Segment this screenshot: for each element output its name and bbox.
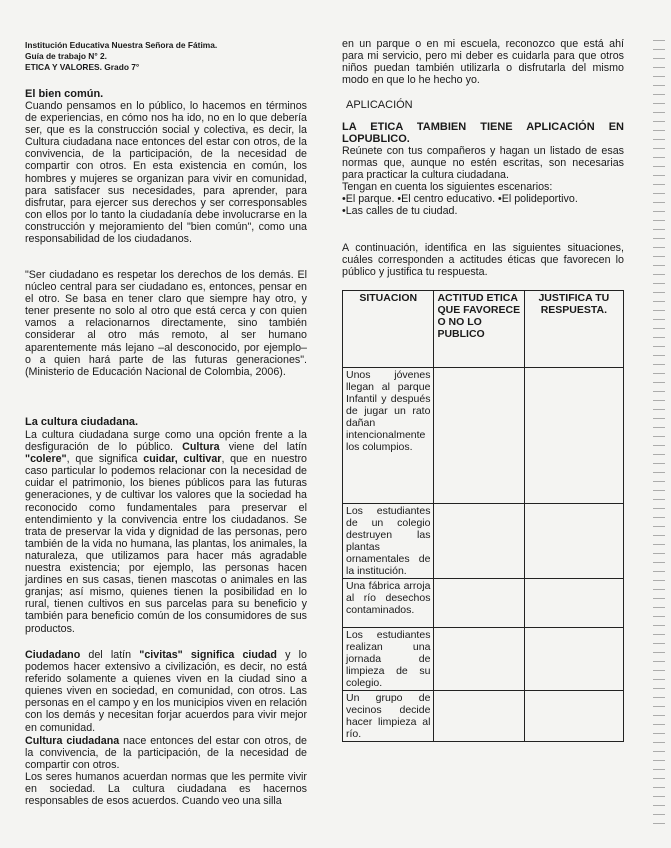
table-row bbox=[343, 504, 624, 579]
answer-cell[interactable] bbox=[434, 628, 524, 691]
situation-cell: Una fábrica arroja al río desechos contaminados. bbox=[343, 579, 434, 628]
table-row bbox=[343, 579, 624, 628]
header-situacion: SITUACION bbox=[343, 291, 434, 368]
answer-cell[interactable] bbox=[434, 368, 524, 504]
justification-cell[interactable] bbox=[524, 628, 623, 691]
justification-cell[interactable] bbox=[524, 691, 623, 742]
ciudadano-text-d: y lo podemos hacer extensivo a civilización, es decir, no está referido solamente a quienes viven en la ciudad sino a quienes viven en sociedad, en comunidad, con otros. Las personas en el campo y en los municipios viven en relación con los demás y necesitan forjar acuerdos para vivir mejor en comunidad. bbox=[25, 649, 307, 734]
continuation-paragraph: en un parque o en mi escuela, reconozco que está ahí para mi servicio, pero mi deber es cuidarla para que otros niños puedan también utilizarla o disfrutarla del mismo modo en que lo he hecho yo. bbox=[342, 38, 624, 87]
document-header bbox=[25, 40, 217, 73]
etica-title: LA ETICA TAMBIEN TIENE APLICACIÓN EN LOPUBLICO. bbox=[342, 121, 624, 145]
scan-edge-marks bbox=[653, 40, 665, 830]
table-header-row bbox=[343, 291, 624, 368]
situation-cell: Los estudiantes de un colegio destruyen las plantas ornamentales de la institución. bbox=[343, 504, 434, 579]
cultura-title: La cultura ciudadana. bbox=[25, 416, 139, 428]
ciudadano-paragraph bbox=[25, 649, 307, 734]
guide-number: Guía de trabajo N° 2. bbox=[25, 51, 107, 61]
cultura-text-c: viene del latín bbox=[219, 441, 308, 454]
bien-comun-title: El bien común. bbox=[25, 88, 104, 100]
justification-cell[interactable] bbox=[524, 504, 623, 579]
header-actitud: ACTITUD ETICA QUE FAVORECE O NO LO PUBLICO bbox=[434, 291, 524, 368]
answer-cell[interactable] bbox=[434, 579, 524, 628]
answer-cell[interactable] bbox=[434, 504, 524, 579]
cultura-ciudadana-text: nace entonces del estar con otros, de la convivencia, de la participación, de la necesidad de compartir con otros. bbox=[25, 735, 307, 772]
cultura-ciudadana-word: Cultura ciudadana bbox=[25, 735, 120, 747]
colere-word: "colere" bbox=[25, 453, 67, 466]
cultura-text-a: La cultura ciudadana surge como una opción frente a la desfiguración de lo público. bbox=[25, 429, 307, 454]
cultura-text-g: , que en nuestro caso particular lo podemos relacionar con la necesidad de cuidar el patrimonio, los bienes públicos para las futuras generaciones, y de cultivar los valores que la sociedad ha reconocido como fundamentales para preservar el entendimiento y la convivencia entre los ciudadanos. Se trata de preservar la vida y dignidad de las personas, pero también de la vida no humana, las plantas, los animales, la naturaleza, que utilizamos para hacer más agradable nuestra existencia; por ejemplo, las personas hacen jardines en sus casas, tienen mascotas o animales en las granjas; así mismo, quienes tienen la posibilidad en lo rural, tienen cultivos en sus parcelas para su beneficio y también para beneficio común de los consumidores de sus productos. bbox=[25, 453, 307, 635]
cultura-paragraph bbox=[25, 429, 307, 635]
table-instructions: A continuación, identifica en las siguientes situaciones, cuáles corresponden a actitudes éticas que favorecen lo público y justifica tu respuesta. bbox=[342, 242, 624, 279]
cultura-ciudadana-paragraph bbox=[25, 735, 307, 771]
table-row bbox=[343, 368, 624, 504]
cultura-word: Cultura bbox=[182, 441, 220, 454]
cultura-text-e: , que significa bbox=[66, 453, 144, 466]
justification-cell[interactable] bbox=[524, 579, 623, 628]
situation-cell: Un grupo de vecinos decide hacer limpieza al río. bbox=[343, 691, 434, 742]
aplicacion-heading: APLICACIÓN bbox=[346, 99, 413, 111]
table-row bbox=[343, 691, 624, 742]
situations-table bbox=[342, 290, 624, 742]
civitas-words: "civitas" significa ciudad bbox=[139, 649, 277, 661]
bien-comun-paragraph: Cuando pensamos en lo público, lo hacemos en términos de experiencias, en cómo nos ha ido, no en lo que debería ser, que es la construcción social y colectiva, es decir, la Cultura ciudadana nace entonces del estar con otros, de la convivencia, de la participación, de la necesidad de compartir con otros. En esta existencia en común, los hombres y mujeres se organizan para vivir en comunidad, para satisfacer sus necesidades, para aprender, para disfrutar, para ejercer sus derechos y ser corresponsables con ellos por lo tanto la ciudadanía debe involucrarse en la construcción y mejoramiento del "bien común", como una responsabilidad de los ciudadanos. bbox=[25, 100, 307, 246]
header-justifica: JUSTIFICA TU RESPUESTA. bbox=[524, 291, 623, 368]
escenarios-list: •El parque. •El centro educativo. •El polideportivo. bbox=[342, 193, 578, 205]
subject-grade: ETICA Y VALORES. Grado 7° bbox=[25, 62, 140, 72]
situation-cell: Los estudiantes realizan una jornada de limpieza de su colegio. bbox=[343, 628, 434, 691]
table-row bbox=[343, 628, 624, 691]
school-name: Institución Educativa Nuestra Señora de Fátima. bbox=[25, 40, 218, 50]
cuidar-cultivar-words: cuidar, cultivar bbox=[143, 453, 222, 466]
ciudadano-word: Ciudadano bbox=[25, 649, 81, 661]
seres-humanos-paragraph: Los seres humanos acuerdan normas que les permite vivir en sociedad. La cultura ciudadana es hacernos responsables de esos acuerdos. Cuando veo una silla bbox=[25, 771, 307, 808]
ciudadano-text-b: del latín bbox=[80, 649, 140, 661]
quote-paragraph: "Ser ciudadano es respetar los derechos de los demás. El núcleo central para ser ciudadano es, entonces, pensar en el otro. Se basa en tener claro que siempre hay otro, y tener presente no solo al otro que está cerca y con quien vamos a relacionarnos directamente, sino también considerar al otro más remoto, al ser humano aparentemente más lejano –al desconocido, por ejemplo– o a quien hará parte de las futuras generaciones". (Ministerio de Educación Nacional de Colombia, 2006). bbox=[25, 269, 307, 378]
justification-cell[interactable] bbox=[524, 368, 623, 504]
situation-cell: Unos jóvenes llegan al parque Infantil y después de jugar un rato dañan intencionalmente los columpios. bbox=[343, 368, 434, 504]
escenarios-intro: Tengan en cuenta los siguientes escenarios: bbox=[342, 181, 553, 193]
etica-instructions: Reúnete con tus compañeros y hagan un listado de esas normas que, aunque no estén escritas, son necesarias para practicar la cultura ciudadana. bbox=[342, 145, 624, 182]
escenarios-calles: •Las calles de tu ciudad. bbox=[342, 205, 458, 217]
answer-cell[interactable] bbox=[434, 691, 524, 742]
